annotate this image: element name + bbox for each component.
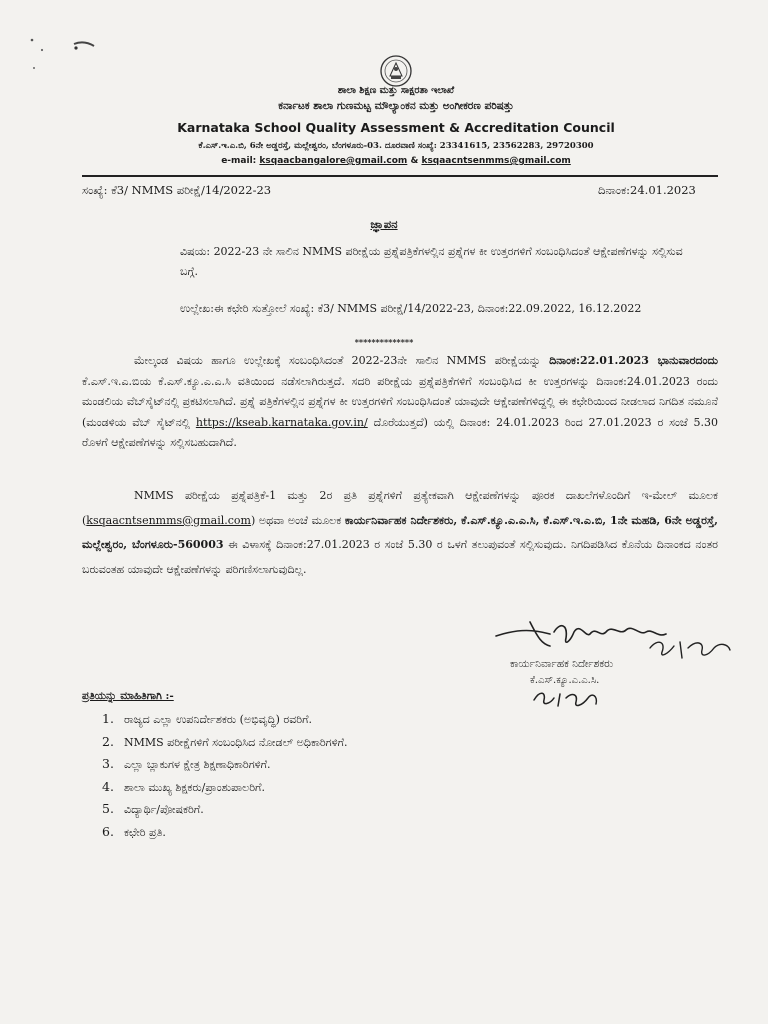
memo-title: ಜ್ಞಾಪನ — [370, 217, 398, 231]
council-address: ಕೆ.ಎಸ್.ಇ.ಎ.ಬಿ, 6ನೇ ಅಡ್ಡರಸ್ತೆ, ಮಲ್ಲೇಶ್ವರಂ, ಬೆಂಗಳೂರು-03. ದೂರವಾಣಿ ಸಂಖ್ಯೆ: 23341615, 23562283, 29720300 — [198, 141, 594, 151]
item-text: ಎಲ್ಲಾ ಬ್ಲಾಕುಗಳ ಕ್ಷೇತ್ರ ಶಿಕ್ಷಣಾಧಿಕಾರಿಗಳಿಗೆ. — [124, 758, 271, 771]
references-label: ಉಲ್ಲೇಖ: — [180, 302, 214, 315]
scan-specks — [28, 36, 98, 86]
signatory-organisation: ಕೆ.ಎಸ್.ಕ್ಯೂ.ಎ.ಎ.ಸಿ. — [530, 675, 600, 686]
item-number: 6. — [102, 823, 114, 839]
references-line — [180, 299, 700, 319]
list-item — [102, 753, 348, 776]
list-item — [102, 798, 348, 821]
body-paragraph-1 — [82, 351, 718, 454]
item-number: 1. — [102, 711, 114, 726]
document-date: ದಿನಾಂಕ:24.01.2023 — [598, 183, 696, 197]
department-name: ಶಾಲಾ ಶಿಕ್ಷಣ ಮತ್ತು ಸಾಕ್ಷರತಾ ಇಲಾಖೆ — [337, 85, 455, 96]
subject-text: 2022-23 ನೇ ಸಾಲಿನ NMMS ಪರೀಕ್ಷೆಯ ಪ್ರಶ್ನೆಪತ್ರಿಕೆಗಳಲ್ಲಿನ ಪ್ರಶ್ನೆಗಳ ಕೀ ಉತ್ತರಗಳಿಗೆ ಸಂಬಂಧಿಸಿದಂತೆ ಆಕ್ಷೇಪಣೆಗಳನ್ನು ಸಲ್ಲಿಸುವ ಬಗ್ಗೆ. — [180, 245, 683, 278]
p1-exam-date: ದಿನಾಂಕ:22.01.2023 ಭಾನುವಾರದಂದು — [549, 354, 718, 367]
copy-to-heading: ಪ್ರತಿಯನ್ನು ಮಾಹಿತಿಗಾಗಿ :- — [82, 690, 174, 702]
p2-postal-address: ಕಾರ್ಯನಿರ್ವಾಹಕ ನಿರ್ದೇಶಕರು, ಕೆ.ಎಸ್.ಕ್ಯೂ.ಎ.ಎ.ಸಿ, ಕೆ.ಎಸ್.ಇ.ಎ.ಬಿ, 1ನೇ ಮಹಡಿ, 6ನೇ ಅಡ್ಡರಸ್ತೆ, ಮಲ್ಲೇಶ್ವರಂ, ಬೆಂಗಳೂರು-560003 — [82, 513, 719, 551]
council-name-kannada: ಕರ್ನಾಟಕ ಶಾಲಾ ಗುಣಮಟ್ಟ ಮೌಲ್ಯಾಂಕನ ಮತ್ತು ಅಂಗೀಕರಣ ಪರಿಷತ್ತು — [278, 100, 514, 112]
separator-stars: ************** — [354, 337, 414, 347]
item-number: 2. — [102, 733, 114, 749]
email-link-1[interactable]: ksqaacbangalore@gmail.com — [259, 156, 408, 166]
government-emblem-icon — [378, 54, 414, 88]
header-divider — [82, 175, 718, 177]
p1-text-a: ಮೇಲ್ಕಂಡ ವಿಷಯ ಹಾಗೂ ಉಲ್ಲೇಖಕ್ಕೆ ಸಂಬಂಧಿಸಿದಂತೆ 2022-23ನೇ ಸಾಲಿನ NMMS ಪರೀಕ್ಷೆಯನ್ನು — [134, 354, 541, 367]
p1-text-c: ದೊರೆಯುತ್ತದೆ) ಯಲ್ಲಿ ದಿನಾಂಕ: 24.01.2023 ರಿಂದ 27.01.2023 ರ ಸಂಜೆ 5.30 ರೊಳಗೆ ಆಕ್ಷೇಪಣೆಗಳನ್ನು ಸಲ್ಲಿಸಬಹುದಾಗಿದೆ. — [82, 415, 718, 449]
item-text: NMMS ಪರೀಕ್ಷೆಗಳಿಗೆ ಸಂಬಂಧಿಸಿದ ನೋಡಲ್ ಅಧಿಕಾರಿಗಳಿಗೆ. — [124, 735, 348, 749]
item-text: ಶಾಲಾ ಮುಖ್ಯ ಶಿಕ್ಷಕರು/ಪ್ರಾಂಶುಪಾಲರಿಗೆ. — [124, 780, 265, 794]
subject-label: ವಿಷಯ: — [180, 245, 211, 258]
list-item — [102, 708, 348, 731]
email-label: e-mail: — [221, 156, 257, 166]
email-line — [0, 156, 768, 166]
p1-text-b: ಕೆ.ಎಸ್.ಇ.ಎ.ಬಿಯ ಕೆ.ಎಸ್.ಕ್ಯೂ.ಎ.ಎ.ಸಿ ವತಿಯಿಂದ ನಡೆಸಲಾಗಿರುತ್ತದೆ. ಸದರಿ ಪರೀಕ್ಷೆಯ ಪ್ರಶ್ನೆಪತ್ರಿಕೆಗಳಿಗೆ ಸಂಬಂಧಿಸಿದ ಕೀ ಉತ್ತರಗಳನ್ನು ದಿನಾಂಕ:24.01.2023 ರಂದು ಮಂಡಲಿಯ ವೆಬ್‌ಸೈಟ್‌ನಲ್ಲಿ ಪ್ರಕಟಿಸಲಾಗಿದೆ. ಪ್ರಶ್ನೆ ಪತ್ರಿಕೆಗಳಲ್ಲಿನ ಪ್ರಶ್ನೆಗಳ ಕೀ ಉತ್ತರಗಳಿಗೆ ಸಂಬಂಧಿಸಿದಂತೆ ಯಾವುದೇ ಆಕ್ಷೇಪಣೆಗಳಿದ್ದಲ್ಲಿ ಈ ಕಛೇರಿಯಿಂದ ನೀಡಲಾದ ನಿಗದಿತ ನಮೂನೆ (ಮಂಡಳಿಯ ವೆಬ್ ಸೈಟ್‌ನಲ್ಲಿ — [82, 374, 718, 429]
website-link[interactable]: https://kseab.karnataka.gov.in/ — [195, 415, 368, 429]
item-number: 4. — [102, 778, 114, 794]
item-text: ವಿದ್ಯಾರ್ಥಿ/ಪೋಷಕರಿಗೆ. — [124, 803, 204, 816]
reference-number: ಸಂಖ್ಯೆ: ಕೆ3/ NMMS ಪರೀಕ್ಷೆ/14/2022-23 — [82, 183, 272, 197]
item-number: 3. — [102, 756, 114, 771]
list-item — [102, 776, 348, 799]
list-item — [102, 731, 348, 754]
p2-text-b: ) ಅಥವಾ ಅಂಚೆ ಮೂಲಕ — [250, 513, 342, 527]
handwritten-initials — [530, 686, 610, 710]
p2-text-c: ಈ ವಿಳಾಸಕ್ಕೆ ದಿನಾಂಕ:27.01.2023 ರ ಸಂಜೆ 5.30 ರ ಒಳಗೆ ತಲುಪುವಂತೆ ಸಲ್ಲಿಸುವುದು. ನಿಗದಿಪಡಿಸಿದ ಕೊನೆಯ ದಿನಾಂಕದ ನಂತರ ಬರುವಂತಹ ಯಾವುದೇ ಆಕ್ಷೇಪಣೆಗಳನ್ನು ಪರಿಗಣಿಸಲಾಗುವುದಿಲ್ಲ. — [82, 538, 718, 576]
p2-text-a: NMMS ಪರೀಕ್ಷೆಯ ಪ್ರಶ್ನೆಪತ್ರಿಕೆ-1 ಮತ್ತು 2ರ ಪ್ರತಿ ಪ್ರಶ್ನೆಗಳಿಗೆ ಪ್ರತ್ಯೇಕವಾಗಿ ಆಕ್ಷೇಪಣೆಗಳನ್ನು ಪೂರಕ ದಾಖಲೆಗಳೊಂದಿಗೆ ಇ-ಮೇಲ್ ಮೂಲಕ ( — [82, 489, 718, 527]
copy-to-list — [102, 708, 348, 843]
email-link-2[interactable]: ksqaacntsenmms@gmail.com — [421, 156, 571, 166]
item-text: ರಾಜ್ಯದ ಎಲ್ಲಾ ಉಪನಿರ್ದೇಶಕರು (ಅಭಿವೃದ್ಧಿ) ರವರಿಗೆ. — [124, 713, 312, 726]
council-name-english: Karnataka School Quality Assessment & Accreditation Council — [177, 120, 615, 135]
item-text: ಕಛೇರಿ ಪ್ರತಿ. — [124, 825, 166, 839]
item-number: 5. — [102, 801, 114, 816]
signatory-designation: ಕಾರ್ಯನಿರ್ವಾಹಕ ನಿರ್ದೇಶಕರು — [510, 658, 614, 670]
body-paragraph-2 — [82, 484, 718, 582]
references-text: ಈ ಕಛೇರಿ ಸುತ್ತೋಲೆ ಸಂಖ್ಯೆ: ಕೆ3/ NMMS ಪರೀಕ್ಷೆ/14/2022-23, ದಿನಾಂಕ:22.09.2022, 16.12.2022 — [213, 302, 642, 315]
email-separator: & — [410, 156, 419, 166]
objection-email-link[interactable]: ksqaacntsenmms@gmail.com — [86, 513, 251, 527]
subject-line — [180, 242, 700, 282]
list-item — [102, 821, 348, 844]
